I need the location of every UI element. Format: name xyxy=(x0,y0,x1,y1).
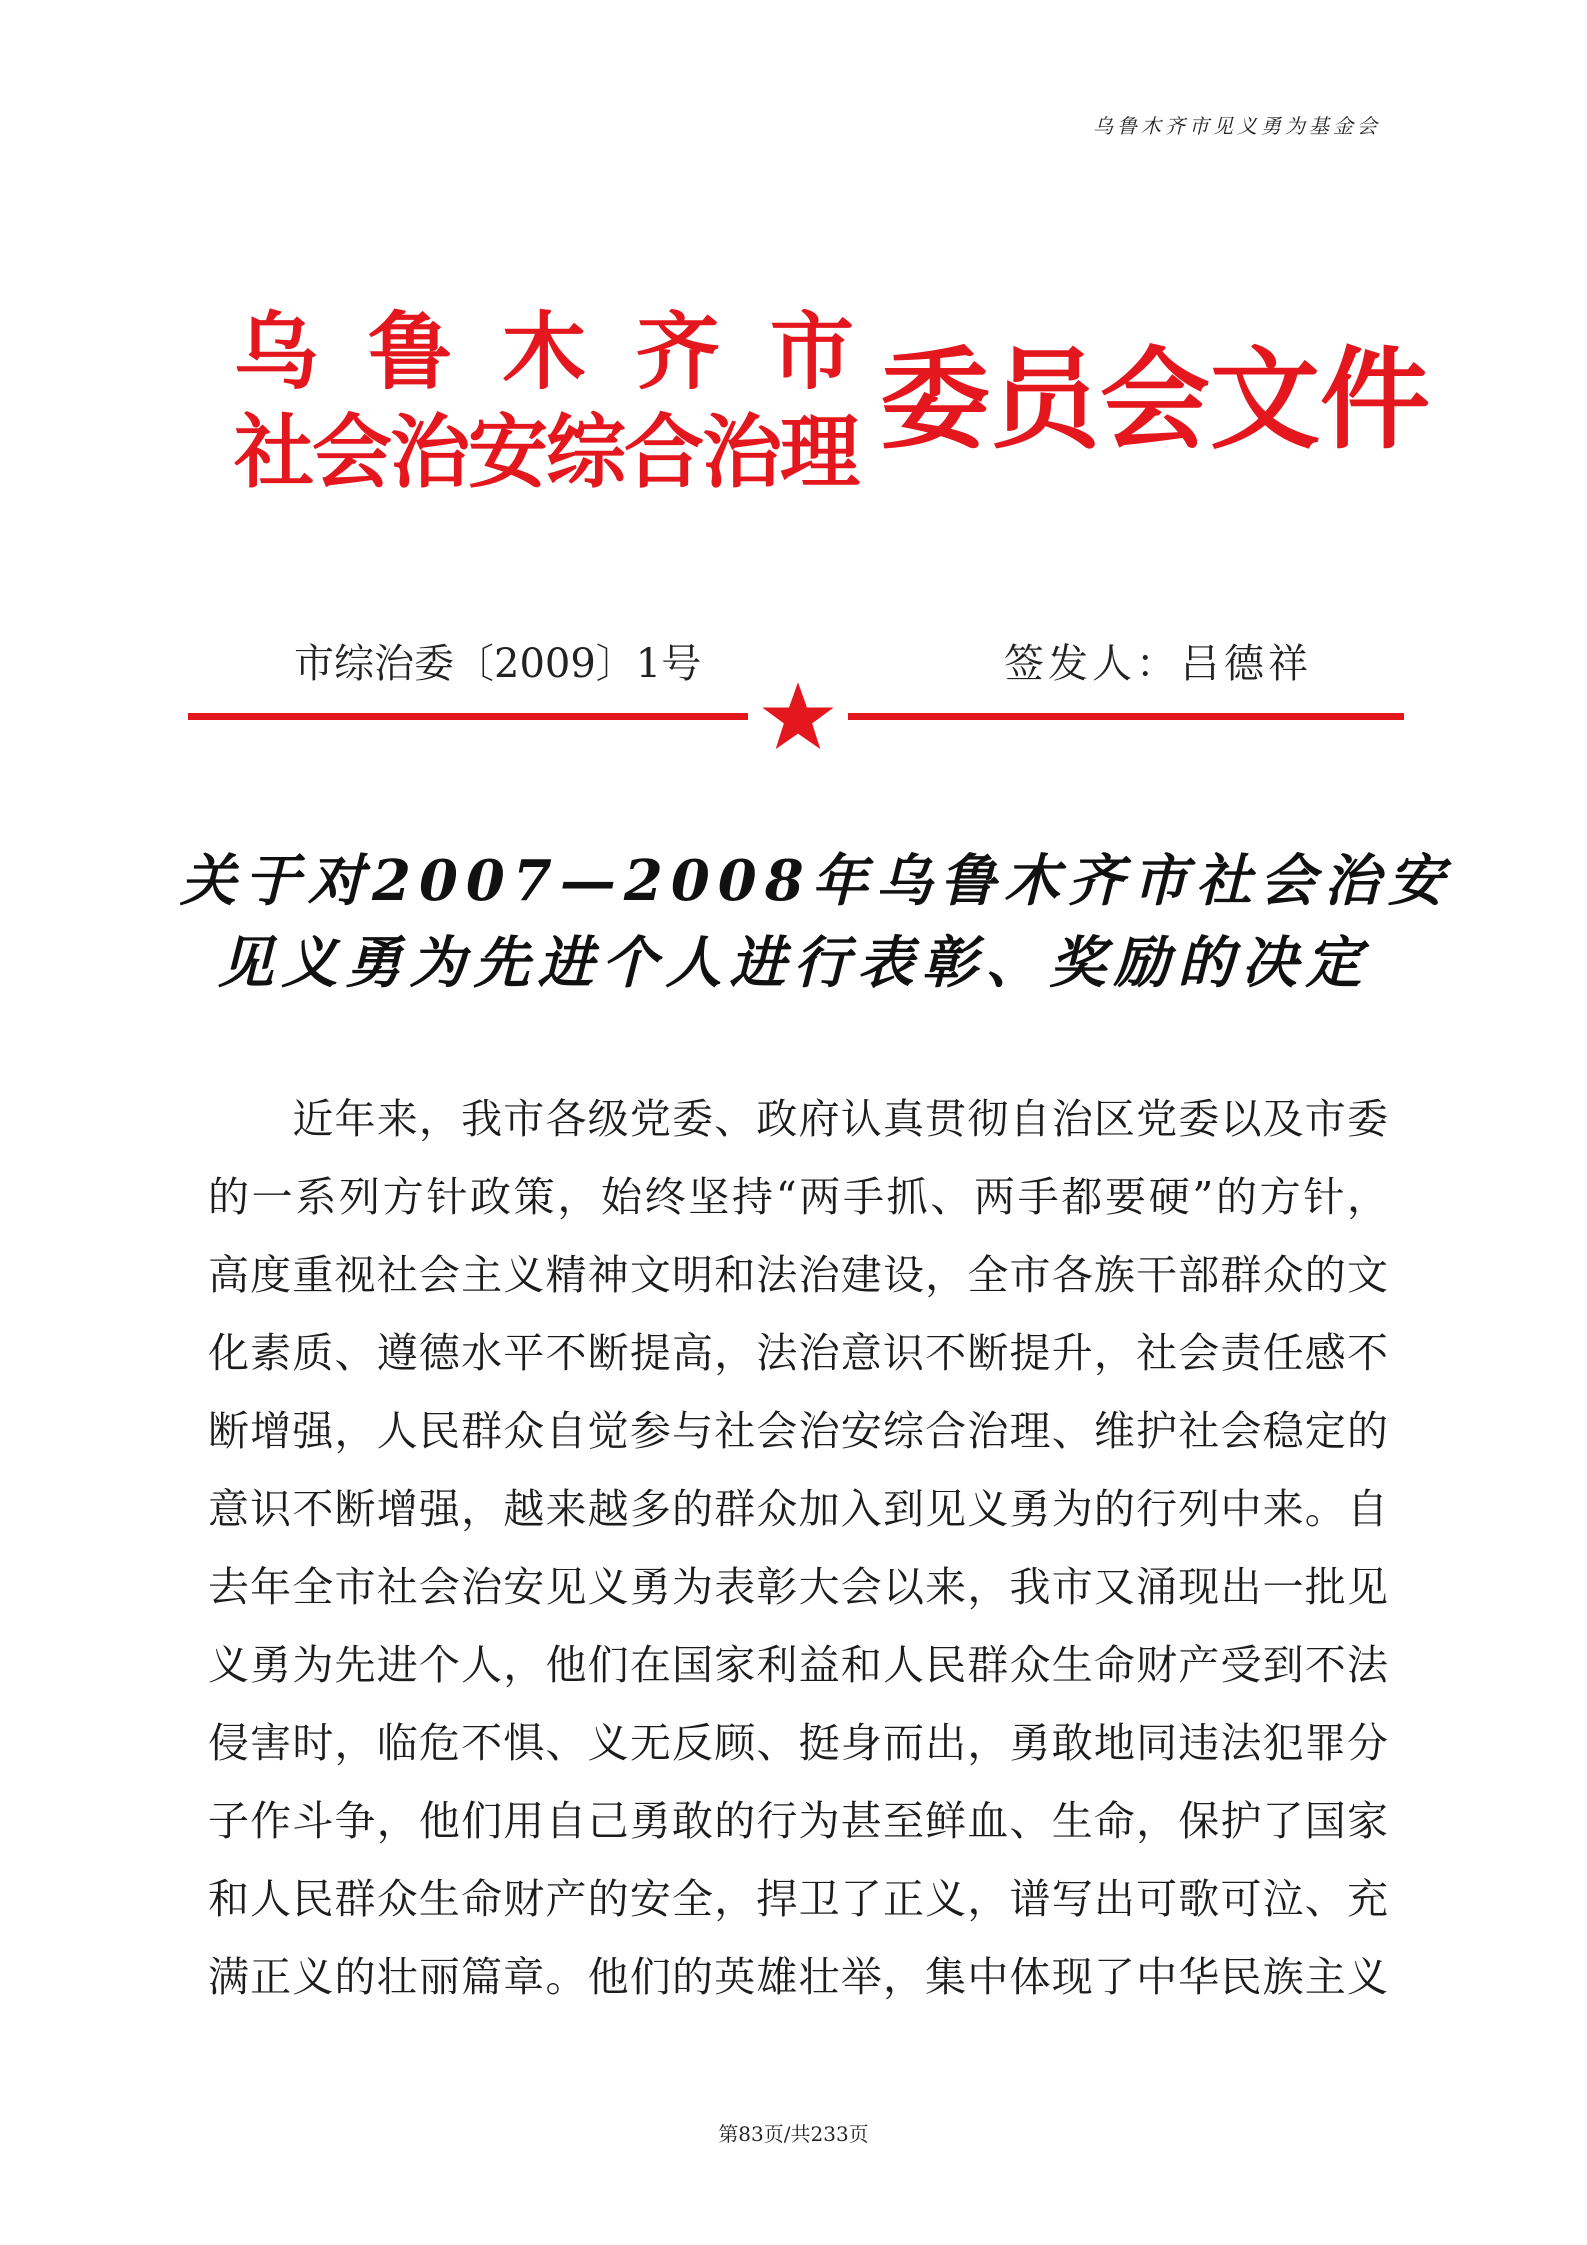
title-line: 见义勇为先进个人进行表彰、奖励的决定 xyxy=(217,930,1370,996)
body-line: 高度重视社会主义精神文明和法治建设，全市各族干部群众的文 xyxy=(208,1251,1388,1299)
body-text xyxy=(208,1080,1388,2016)
body-line: 意识不断增强，越来越多的群众加入到见义勇为的行列中来。自 xyxy=(208,1485,1388,1533)
body-line: 和人民群众生命财产的安全，捍卫了正义，谱写出可歌可泣、充 xyxy=(208,1875,1388,1923)
body-line: 侵害时，临危不惧、义无反顾、挺身而出，勇敢地同违法犯罪分 xyxy=(208,1719,1388,1767)
masthead-suffix: 委员会文件 xyxy=(880,335,1430,464)
body-line: 义勇为先进个人，他们在国家利益和人民群众生命财产受到不法 xyxy=(208,1641,1388,1689)
masthead-char: 乌 xyxy=(234,302,319,401)
masthead-char: 市 xyxy=(769,302,854,401)
page-number: 第83页/共233页 xyxy=(718,2122,869,2146)
body-line: 的一系列方针政策，始终坚持“两手抓、两手都要硬”的方针， xyxy=(208,1173,1388,1221)
body-line: 去年全市社会治安见义勇为表彰大会以来，我市又涌现出一批见 xyxy=(208,1563,1388,1611)
red-rule-left xyxy=(188,713,748,720)
signer: 签发人：吕德祥 xyxy=(1004,641,1312,687)
red-star-icon xyxy=(760,680,836,756)
red-rule-right xyxy=(848,713,1404,720)
masthead-line1 xyxy=(234,302,854,402)
body-line: 化素质、遵德水平不断提高，法治意识不断提升，社会责任感不 xyxy=(208,1329,1388,1377)
document-title xyxy=(180,840,1452,1004)
masthead-left xyxy=(234,302,858,502)
body-line: 满正义的壮丽篇章。他们的英雄壮举，集中体现了中华民族主义 xyxy=(208,1953,1388,2001)
document-number: 市综治委〔2009〕1号 xyxy=(294,641,702,687)
masthead-char: 木 xyxy=(501,302,586,401)
body-line: 子作斗争，他们用自己勇敢的行为甚至鲜血、生命，保护了国家 xyxy=(208,1797,1388,1845)
title-line: 关于对2007—2008年乌鲁木齐市社会治安 xyxy=(180,848,1452,914)
masthead-char: 鲁 xyxy=(367,302,452,401)
body-line: 近年来，我市各级党委、政府认真贯彻自治区党委以及市委 xyxy=(208,1095,1388,1143)
masthead-line2: 社会治安综合治理 xyxy=(234,405,858,499)
masthead-char: 齐 xyxy=(635,302,720,401)
organization-header: 乌鲁木齐市见义勇为基金会 xyxy=(1093,114,1381,138)
body-line: 断增强，人民群众自觉参与社会治安综合治理、维护社会稳定的 xyxy=(208,1407,1388,1455)
